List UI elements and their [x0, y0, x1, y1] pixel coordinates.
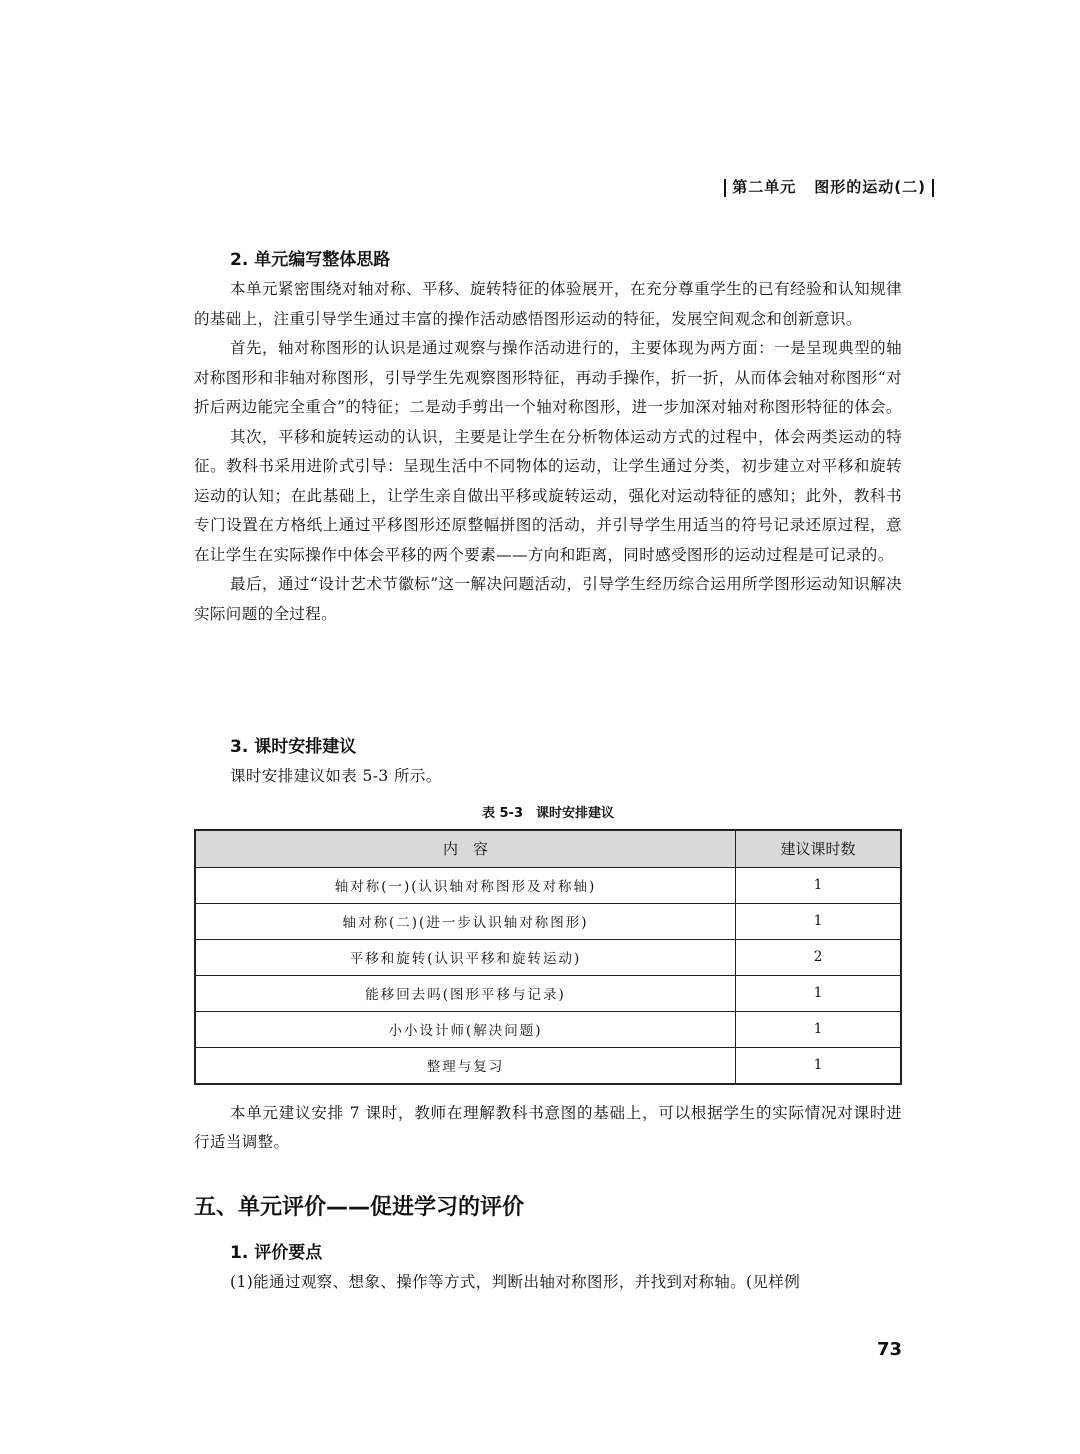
cell-hours: 1 [736, 867, 902, 903]
paragraph: 其次，平移和旋转运动的认识，主要是让学生在分析物体运动方式的过程中，体会两类运动的特征。教科书采用进阶式引导：呈现生活中不同物体的运动，让学生通过分类，初步建立对平移和旋转运动的认知；在此基础上，让学生亲自做出平移或旋转运动，强化对运动特征的感知；此外，教科书专门设置在方格纸上通过平移图形还原整幅拼图的活动，并引导学生用适当的符号记录还原过程，意在让学生在实际操作中体会平移的两个要素——方向和距离，同时感受图形的运动过程是可记录的。 [194, 427, 902, 564]
table-row [195, 1047, 901, 1084]
cell-content: 整理与复习 [195, 1047, 736, 1084]
table-row [195, 975, 901, 1011]
cell-content: 轴对称(一)(认识轴对称图形及对称轴) [195, 867, 736, 903]
paragraph: 本单元紧密围绕对轴对称、平移、旋转特征的体验展开，在充分尊重学生的已有经验和认知规律的基础上，注重引导学生通过丰富的操作活动感悟图形运动的特征，发展空间观念和创新意识。 [194, 280, 902, 328]
section-heading-writing-approach: 2. 单元编写整体思路 [230, 250, 391, 270]
column-header-content: 内 容 [195, 830, 736, 868]
column-header-hours: 建议课时数 [736, 830, 902, 868]
running-header [718, 176, 940, 197]
evaluation-point-1: (1)能通过观察、想象、操作等方式，判断出轴对称图形，并找到对称轴。(见样例 [230, 1273, 801, 1291]
cell-content: 小小设计师(解决问题) [195, 1011, 736, 1047]
subheading-evaluation-points: 1. 评价要点 [230, 1243, 323, 1263]
schedule-note: 本单元建议安排 7 课时，教师在理解教科书意图的基础上，可以根据学生的实际情况对课时进行适当调整。 [194, 1103, 902, 1151]
table-row [195, 1011, 901, 1047]
table-caption: 表 5-3 课时安排建议 [481, 805, 614, 821]
cell-hours: 1 [736, 1011, 902, 1047]
header-unit: 第二单元 [732, 178, 797, 196]
cell-hours: 1 [736, 1047, 902, 1084]
cell-content: 平移和旋转(认识平移和旋转运动) [195, 939, 736, 975]
section-heading-schedule: 3. 课时安排建议 [230, 737, 357, 757]
section-schedule [194, 732, 902, 1158]
section-writing-approach [194, 245, 902, 629]
cell-content: 能移回去吗(图形平移与记录) [195, 975, 736, 1011]
paragraph: 最后，通过“设计艺术节徽标”这一解决问题活动，引导学生经历综合运用所学图形运动知识解决实际问题的全过程。 [194, 575, 902, 623]
cell-hours: 1 [736, 903, 902, 939]
cell-hours: 1 [736, 975, 902, 1011]
section-heading-evaluation: 五、单元评价——促进学习的评价 [194, 1195, 525, 1220]
table-row [195, 903, 901, 939]
table-row [195, 939, 901, 975]
table-row [195, 867, 901, 903]
header-bar-right [932, 179, 934, 197]
cell-content: 轴对称(二)(进一步认识轴对称图形) [195, 903, 736, 939]
page-number: 73 [876, 1339, 902, 1360]
section-evaluation [194, 1190, 902, 1298]
header-title: 图形的运动(二) [814, 178, 926, 196]
paragraph: 首先，轴对称图形的认识是通过观察与操作活动进行的，主要体现为两方面：一是呈现典型的轴对称图形和非轴对称图形，引导学生先观察图形特征，再动手操作，折一折，从而体会轴对称图形“对折后两边能完全重合”的特征；二是动手剪出一个轴对称图形，进一步加深对轴对称图形特征的体会。 [194, 339, 902, 416]
header-bar-left [724, 179, 726, 197]
schedule-intro: 课时安排建议如表 5-3 所示。 [230, 767, 442, 785]
schedule-table [194, 829, 902, 1085]
cell-hours: 2 [736, 939, 902, 975]
table-header-row [195, 830, 901, 868]
